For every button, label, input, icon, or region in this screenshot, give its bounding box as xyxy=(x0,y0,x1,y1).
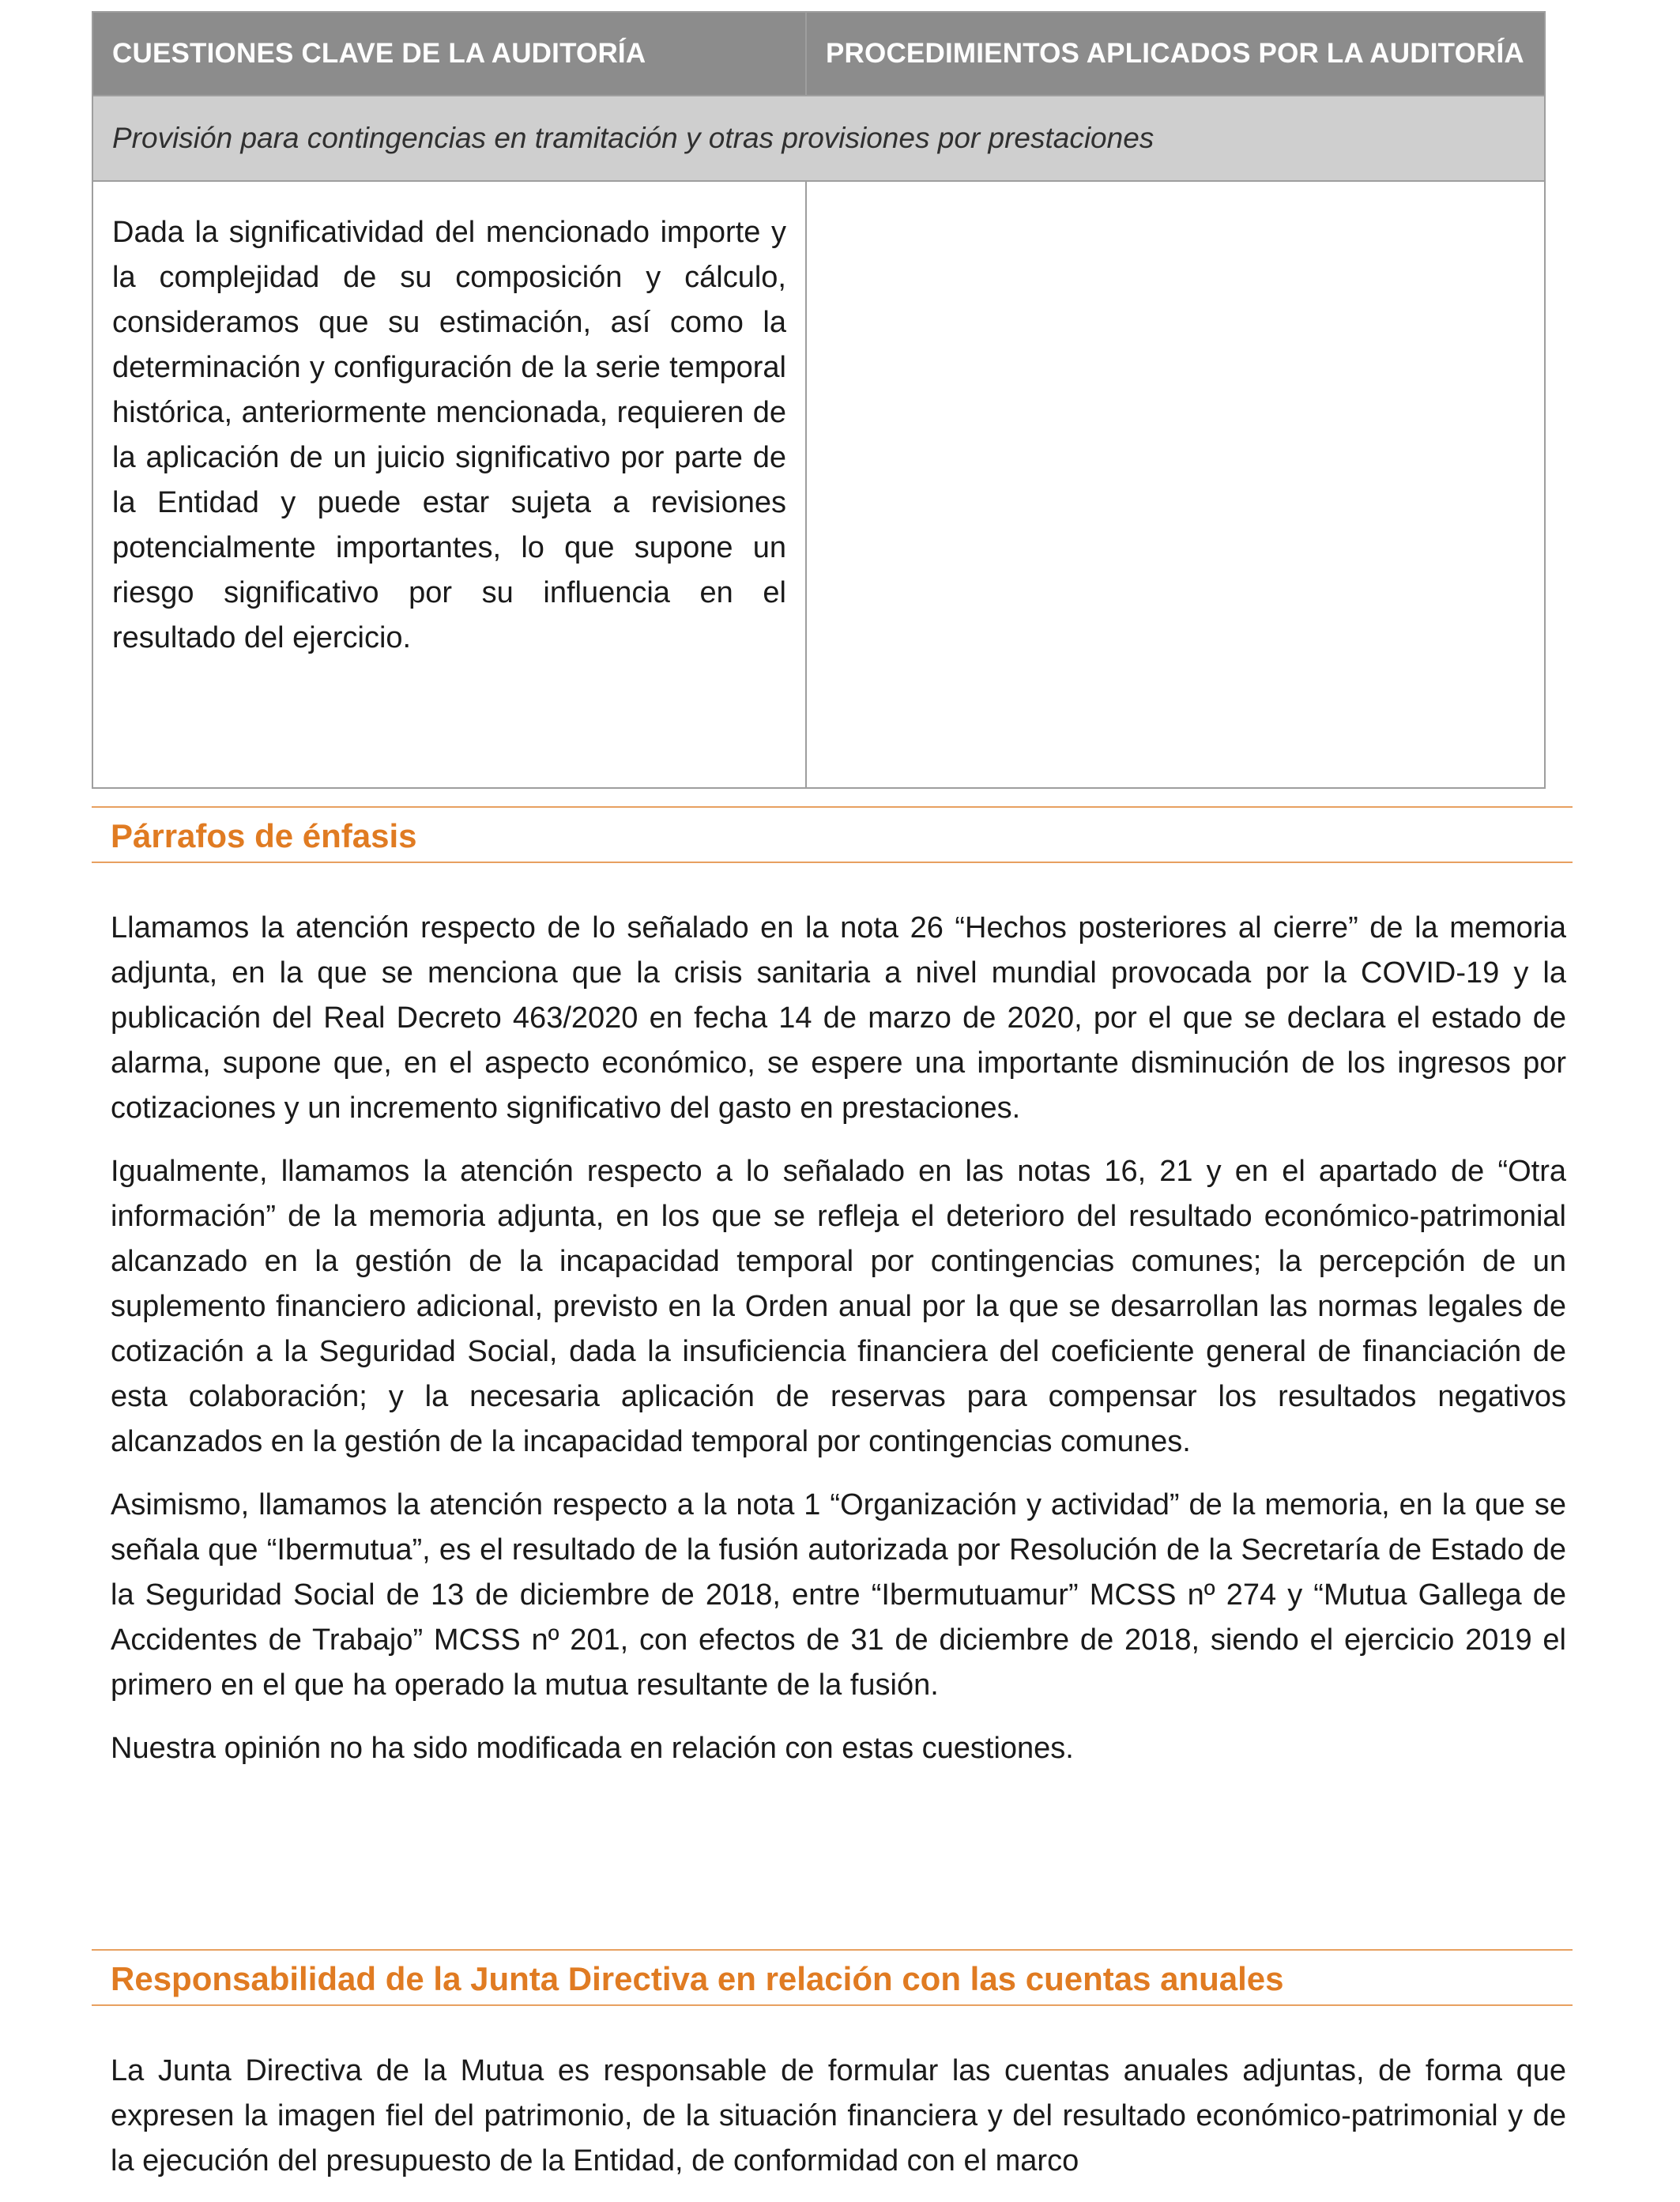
header-procedures: PROCEDIMIENTOS APLICADOS POR LA AUDITORÍA xyxy=(806,12,1545,96)
key-audit-matters-table xyxy=(92,11,1546,789)
emphasis-paragraph-3: Asimismo, llamamos la atención respecto a la nota 1 “Organización y actividad” de la memoria, en la que se señala que “Ibermutua”, es el resultado de la fusión autorizada por Resolución de la Secretaría de Estado de la Seguridad Social de 13 de diciembre de 2018, entre “Ibermutuamur” MCSS nº 274 y “Mutua Gallega de Accidentes de Trabajo” MCSS nº 201, con efectos de 31 de diciembre de 2018, siendo el ejercicio 2019 el primero en el que ha operado la mutua resultante de la fusión. xyxy=(111,1488,1566,1702)
responsibility-paragraphs xyxy=(111,2049,1566,2202)
procedures-description xyxy=(806,181,1545,788)
table-body-row xyxy=(92,181,1545,788)
responsibility-paragraph-1: La Junta Directiva de la Mutua es responsable de formular las cuentas anuales adjuntas, de forma que expresen la imagen fiel del patrimonio, de la situación financiera y del resultado económico-patrimonial y de la ejecución del presupuesto de la Entidad, de conformidad con el marco xyxy=(111,2054,1566,2177)
matter-description: Dada la significatividad del mencionado importe y la complejidad de su composición y cálculo, consideramos que su estimación, así como la determinación y configuración de la serie temporal histórica, anteriormente mencionada, requieren de la aplicación de un juicio significativo por parte de la Entidad y puede estar sujeta a revisiones potencialmente importantes, lo que supone un riesgo significativo por su influencia en el resultado del ejercicio. xyxy=(92,181,806,788)
responsibility-heading-bar xyxy=(92,1949,1573,2006)
matter-title: Provisión para contingencias en tramitación y otras provisiones por prestaciones xyxy=(92,96,1545,181)
emphasis-paragraph-2: Igualmente, llamamos la atención respecto a lo señalado en las notas 16, 21 y en el apartado de “Otra información” de la memoria adjunta, en los que se refleja el deterioro del resultado económico-patrimonial alcanzado en la gestión de la incapacidad temporal por contingencias comunes; la percepción de un suplemento financiero adicional, previsto en la Orden anual por la que se desarrollan las normas legales de cotización a la Seguridad Social, dada la insuficiencia financiera del coeficiente general de financiación de esta colaboración; y la necesaria aplicación de reservas para compensar los resultados negativos alcanzados en la gestión de la incapacidad temporal por contingencias comunes. xyxy=(111,1155,1566,1458)
emphasis-paragraphs xyxy=(111,906,1566,1789)
emphasis-heading-bar xyxy=(92,806,1573,863)
emphasis-heading: Párrafos de énfasis xyxy=(111,817,417,854)
emphasis-paragraph-1: Llamamos la atención respecto de lo señalado en la nota 26 “Hechos posteriores al cierre” de la memoria adjunta, en la que se menciona que la crisis sanitaria a nivel mundial provocada por la COVID-19 y la publicación del Real Decreto 463/2020 en fecha 14 de marzo de 2020, por el que se declara el estado de alarma, supone que, en el aspecto económico, se espere una importante disminución de los ingresos por cotizaciones y un incremento significativo del gasto en prestaciones. xyxy=(111,911,1566,1125)
emphasis-paragraph-4: Nuestra opinión no ha sido modificada en relación con estas cuestiones. xyxy=(111,1732,1074,1765)
header-key-matters: CUESTIONES CLAVE DE LA AUDITORÍA xyxy=(92,12,806,96)
responsibility-heading: Responsabilidad de la Junta Directiva en relación con las cuentas anuales xyxy=(111,1960,1284,1997)
table-subheader-row xyxy=(92,96,1545,181)
table-header-row xyxy=(92,12,1545,96)
